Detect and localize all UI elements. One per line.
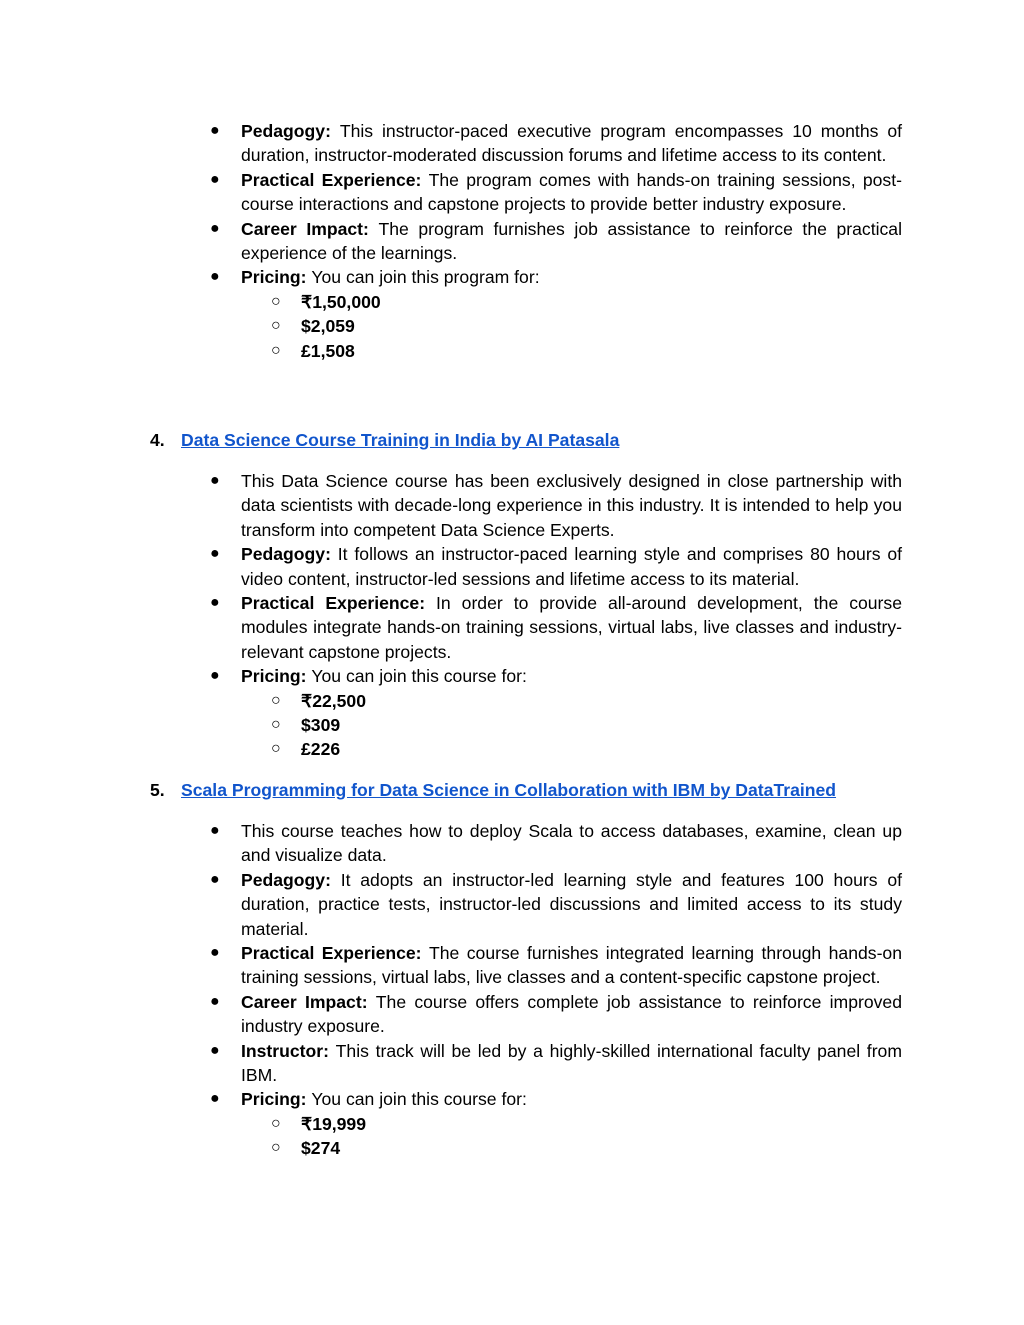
list-item	[210, 469, 902, 542]
bullet-icon: ●	[210, 545, 220, 563]
item-label: Instructor:	[241, 1040, 336, 1061]
section-5-heading-row	[0, 778, 836, 802]
section-4-title-link[interactable]: Data Science Course Training in India by AI Patasala	[181, 430, 620, 450]
section-number: 5.	[150, 780, 165, 800]
list-item	[210, 542, 903, 591]
item-text: You can join this course for:	[311, 1089, 527, 1110]
price-value: ₹1,50,000	[301, 291, 381, 312]
item-label: Pedagogy:	[241, 121, 340, 141]
item-text: The program furnishes job assistance to reinforce the practical experience of the learnings.	[241, 218, 902, 264]
item-label: Practical Experience:	[241, 943, 429, 964]
bullet-icon: ●	[210, 268, 220, 286]
bullet-icon: ●	[210, 822, 220, 839]
list-item	[210, 990, 902, 1039]
bullet-icon: ●	[210, 594, 220, 612]
list-item	[210, 217, 902, 266]
bullet-icon: ●	[210, 944, 220, 962]
bullet-icon: ●	[210, 472, 220, 489]
price-item	[271, 290, 902, 314]
price-item	[271, 689, 902, 713]
list-item	[210, 868, 903, 941]
item-text: You can join this program for:	[311, 267, 540, 288]
price-value: $2,059	[301, 316, 355, 337]
list-item	[210, 591, 902, 664]
item-text: This course teaches how to deploy Scala to access databases, examine, clean up and visualize data.	[241, 821, 902, 866]
sub-bullet-icon: ○	[271, 691, 281, 709]
price-value: ₹22,500	[301, 690, 367, 711]
section-heading	[150, 428, 620, 452]
item-label: Pricing:	[241, 267, 312, 288]
bullet-icon: ●	[210, 667, 220, 685]
price-item	[271, 314, 902, 338]
item-text: It follows an instructor-paced learning style and comprises 80 hours of video content, instructor-led sessions and lifetime access to its material.	[241, 544, 903, 589]
item-text: In order to provide all-around development, the course modules integrate hands-on training sessions, virtual labs, live classes and industry-relevant capstone projects.	[241, 593, 902, 662]
bullet-icon: ●	[210, 870, 220, 888]
item-text: The program comes with hands-on training sessions, post-course interactions and capstone projects to provide better industry exposure.	[241, 169, 902, 215]
section-heading	[150, 778, 837, 802]
item-label: Pricing:	[241, 666, 312, 687]
price-value: £1,508	[301, 340, 355, 361]
sub-bullet-icon: ○	[271, 341, 281, 359]
section-5-details	[0, 819, 902, 1161]
bullet-icon: ●	[210, 170, 220, 188]
sub-bullet-icon: ○	[271, 317, 281, 335]
bullet-icon: ●	[210, 992, 220, 1010]
bullet-icon: ●	[210, 122, 220, 139]
sub-bullet-icon: ○	[271, 740, 281, 758]
item-label: Career Impact:	[241, 218, 379, 239]
item-label: Pricing:	[241, 1089, 312, 1110]
item-text: It adopts an instructor-led learning style and features 100 hours of duration, practice tests, instructor-led discussions and limited access to its study material.	[241, 869, 903, 939]
item-text: You can join this course for:	[311, 666, 527, 687]
price-item	[271, 713, 902, 737]
sub-bullet-icon: ○	[271, 1114, 281, 1132]
price-value: ₹19,999	[301, 1113, 367, 1134]
price-item	[271, 737, 902, 761]
item-text: This track will be led by a highly-skilled international faculty panel from IBM.	[241, 1040, 902, 1086]
bullet-icon: ●	[210, 1041, 220, 1059]
item-label: Career Impact:	[241, 991, 376, 1012]
item-text: This instructor-paced executive program encompasses 10 months of duration, instructor-moderated discussion forums and lifetime access to its content.	[241, 121, 902, 166]
section-5-title-link[interactable]: Scala Programming for Data Science in Collaboration with IBM by DataTrained	[181, 780, 837, 800]
list-item	[210, 1039, 902, 1088]
item-label: Practical Experience:	[241, 169, 429, 190]
sub-bullet-icon: ○	[271, 1139, 281, 1157]
section-4-details	[0, 469, 902, 762]
item-label: Practical Experience:	[241, 593, 437, 614]
item-text: The course offers complete job assistance to reinforce improved industry exposure.	[241, 991, 902, 1037]
item-text: This Data Science course has been exclusively designed in close partnership with data scientists with decade-long experience in this industry. It is intended to help you transform into competent Data Science Experts.	[241, 471, 902, 540]
item-label: Pedagogy:	[241, 544, 338, 565]
price-value: $309	[301, 715, 341, 736]
item-text: The course furnishes integrated learning through hands-on training sessions, virtual labs, live classes and a content-specific capstone project.	[241, 943, 902, 988]
section-4-heading-row	[0, 428, 619, 452]
bullet-icon: ●	[210, 219, 220, 237]
bullet-icon: ●	[210, 1090, 220, 1108]
price-item	[271, 339, 902, 363]
price-value: $274	[301, 1138, 341, 1159]
list-item	[210, 168, 902, 217]
list-item	[210, 664, 902, 688]
price-item	[271, 1112, 902, 1136]
section-number: 4.	[150, 430, 165, 450]
item-label: Pedagogy:	[241, 869, 341, 890]
list-item	[210, 119, 902, 168]
list-item	[210, 1087, 902, 1111]
list-item	[210, 941, 902, 990]
list-item	[210, 819, 902, 868]
price-item	[271, 1136, 902, 1160]
sub-bullet-icon: ○	[271, 716, 281, 734]
price-value: £226	[301, 739, 341, 760]
section-3-details	[0, 119, 902, 363]
sub-bullet-icon: ○	[271, 292, 281, 310]
list-item	[210, 265, 902, 289]
